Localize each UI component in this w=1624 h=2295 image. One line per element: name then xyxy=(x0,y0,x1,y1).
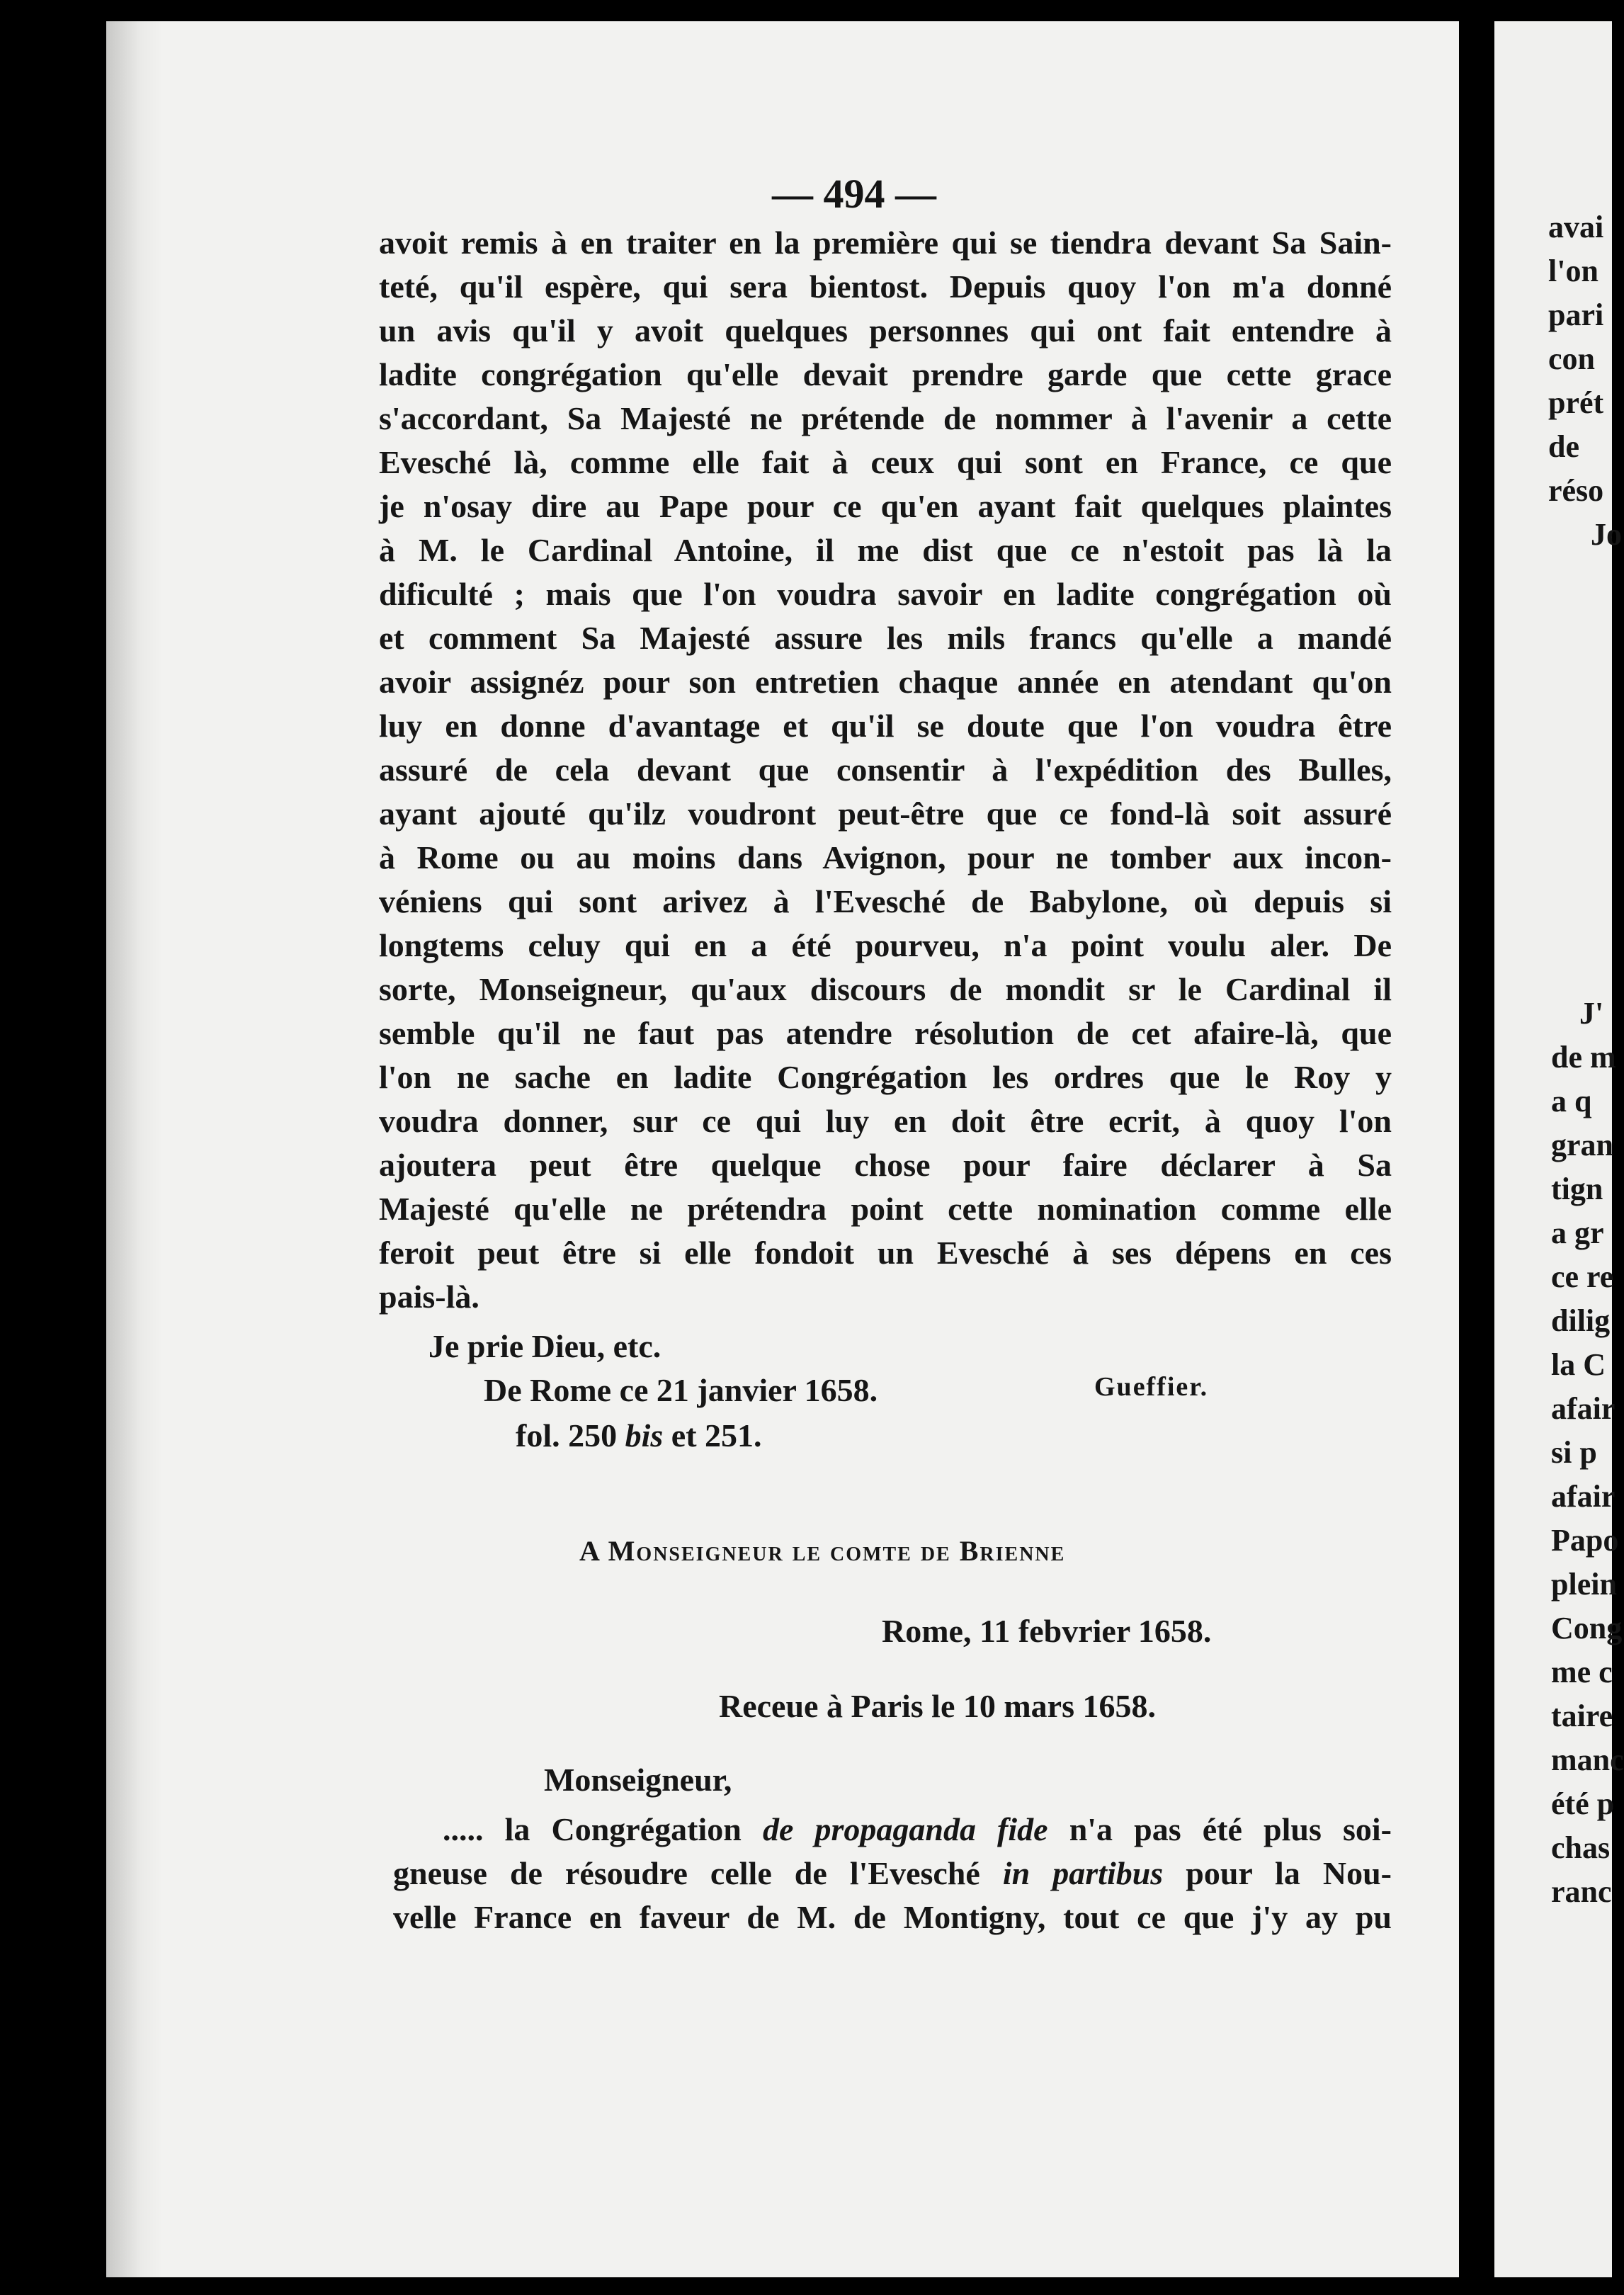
text-line: feroit peut être si elle fondoit un Evesché à ses dépens en ces xyxy=(379,1235,1392,1271)
text-line: s'accordant, Sa Majesté ne prétende de nommer à l'avenir a cette xyxy=(379,400,1392,436)
folio-prefix: fol. 250 xyxy=(516,1417,625,1454)
text-line: avoir assignéz pour son entretien chaque année en atendant qu'on xyxy=(379,664,1392,700)
text-fragment: tign xyxy=(1551,1172,1603,1206)
text-run: pour la Nou- xyxy=(1163,1855,1392,1891)
text-line: ayant ajouté qu'ilz voudront peut-être que ce fond-là soit assuré xyxy=(379,795,1392,832)
text-line: je n'osay dire au Pape pour ce qu'en ayant fait quelques plaintes xyxy=(379,488,1392,524)
text-fragment: a gr xyxy=(1551,1216,1604,1250)
text-line: à Rome ou au moins dans Avignon, pour ne tomber aux incon- xyxy=(379,839,1392,876)
text-line: avoit remis à en traiter en la première qui se tiendra devant Sa Sain- xyxy=(379,225,1392,261)
text-line: longtems celuy qui en a été pourveu, n'a point voulu aler. De xyxy=(379,927,1392,963)
text-fragment: ranc xyxy=(1551,1874,1612,1909)
text-line: voudra donner, sur ce qui luy en doit être ecrit, à quoy l'on xyxy=(379,1103,1392,1139)
text-fragment: a q xyxy=(1551,1084,1592,1118)
text-fragment: me c xyxy=(1551,1655,1613,1689)
folio-reference xyxy=(516,1417,762,1454)
text-fragment: taire xyxy=(1551,1699,1613,1733)
text-fragment: chas xyxy=(1551,1830,1611,1865)
text-line: l'on ne sache en ladite Congrégation les ordres que le Roy y xyxy=(379,1059,1392,1095)
text-line: un avis qu'il y avoit quelques personnes qui ont fait entendre à xyxy=(379,312,1392,348)
text-fragment: si p xyxy=(1551,1435,1597,1470)
text-fragment: gran xyxy=(1551,1128,1613,1162)
text-line: ajoutera peut être quelque chose pour faire déclarer à Sa xyxy=(379,1147,1392,1183)
text-line: luy en donne d'avantage et qu'il se doute que l'on voudra être xyxy=(379,708,1392,744)
text-fragment: Cong xyxy=(1551,1611,1623,1645)
text-run-italic: de propaganda fide xyxy=(762,1811,1048,1847)
text-fragment: plein xyxy=(1551,1567,1617,1602)
text-line xyxy=(393,1896,1392,1939)
text-fragment: de xyxy=(1548,429,1579,464)
letter-heading: A Monseigneur le comte de Brienne xyxy=(579,1535,1066,1567)
text-fragment: réso xyxy=(1548,473,1604,508)
text-fragment: dilig xyxy=(1551,1303,1611,1338)
salutation: Monseigneur, xyxy=(544,1762,732,1798)
text-fragment: de m xyxy=(1551,1040,1616,1075)
text-line: sorte, Monseigneur, qu'aux discours de mondit sr le Cardinal il xyxy=(379,971,1392,1007)
text-line: véniens qui sont arivez à l'Evesché de Babylone, où depuis si xyxy=(379,883,1392,919)
text-fragment: afair xyxy=(1551,1391,1616,1426)
text-fragment: manc xyxy=(1551,1742,1624,1777)
second-letter-place-date: Rome, 11 febvrier 1658. xyxy=(882,1613,1212,1649)
letter-place-date: De Rome ce 21 janvier 1658. xyxy=(484,1372,878,1408)
text-line: teté, qu'il espère, qui sera bientost. Depuis quoy l'on m'a donné xyxy=(379,268,1392,305)
text-run: gneuse de résoudre celle de l'Evesché xyxy=(393,1855,1003,1891)
text-fragment: avai xyxy=(1548,210,1604,244)
text-line: à M. le Cardinal Antoine, il me dist que ce n'estoit pas là la xyxy=(379,532,1392,568)
text-line xyxy=(393,1852,1392,1896)
text-line: assuré de cela devant que consentir à l'expédition des Bulles, xyxy=(379,752,1392,788)
text-fragment: Papo xyxy=(1551,1523,1619,1558)
text-fragment: prét xyxy=(1548,385,1604,420)
text-run-italic: in partibus xyxy=(1002,1855,1164,1891)
text-line: dificulté ; mais que l'on voudra savoir en ladite congrégation où xyxy=(379,576,1392,612)
text-fragment: Jo xyxy=(1591,517,1622,552)
right-page-text-top xyxy=(1548,205,1622,557)
signature: Gueffier. xyxy=(1094,1372,1209,1402)
text-fragment: J' xyxy=(1579,996,1604,1031)
text-fragment: l'on xyxy=(1548,254,1599,288)
page-number: — 494 — xyxy=(772,171,936,217)
folio-suffix: et 251. xyxy=(663,1417,762,1454)
right-page-text-bottom xyxy=(1551,992,1624,1914)
text-line: et comment Sa Majesté assure les mils francs qu'elle a mandé xyxy=(379,620,1392,656)
text-fragment: ce re xyxy=(1551,1259,1614,1294)
folio-italic: bis xyxy=(625,1417,664,1454)
text-line: semble qu'il ne faut pas atendre résolution de cet afaire-là, que xyxy=(379,1015,1392,1051)
text-fragment: pari xyxy=(1548,298,1604,332)
received-note: Receue à Paris le 10 mars 1658. xyxy=(719,1688,1157,1724)
second-letter-body xyxy=(393,1808,1392,1939)
text-run: n'a pas été plus soi- xyxy=(1047,1811,1392,1847)
text-fragment: afair xyxy=(1551,1479,1616,1514)
text-fragment: con xyxy=(1548,341,1595,376)
text-line: Majesté qu'elle ne prétendra point cette nomination comme elle xyxy=(379,1191,1392,1227)
text-run: velle France en faveur de M. de Montigny, tout ce que j'y ay pu xyxy=(393,1899,1392,1935)
text-line: ladite congrégation qu'elle devait prendre garde que cette grace xyxy=(379,356,1392,392)
letter-body-paragraph xyxy=(379,221,1392,1319)
page-gutter-shadow xyxy=(106,21,163,2277)
closing-formula: Je prie Dieu, etc. xyxy=(428,1328,661,1364)
text-run: ..... la Congrégation xyxy=(443,1811,763,1847)
text-fragment: été p xyxy=(1551,1786,1615,1821)
text-line xyxy=(393,1808,1392,1852)
text-line: pais-là. xyxy=(379,1279,479,1315)
text-line: Evesché là, comme elle fait à ceux qui sont en France, ce que xyxy=(379,444,1392,480)
text-fragment: la C xyxy=(1551,1347,1606,1382)
